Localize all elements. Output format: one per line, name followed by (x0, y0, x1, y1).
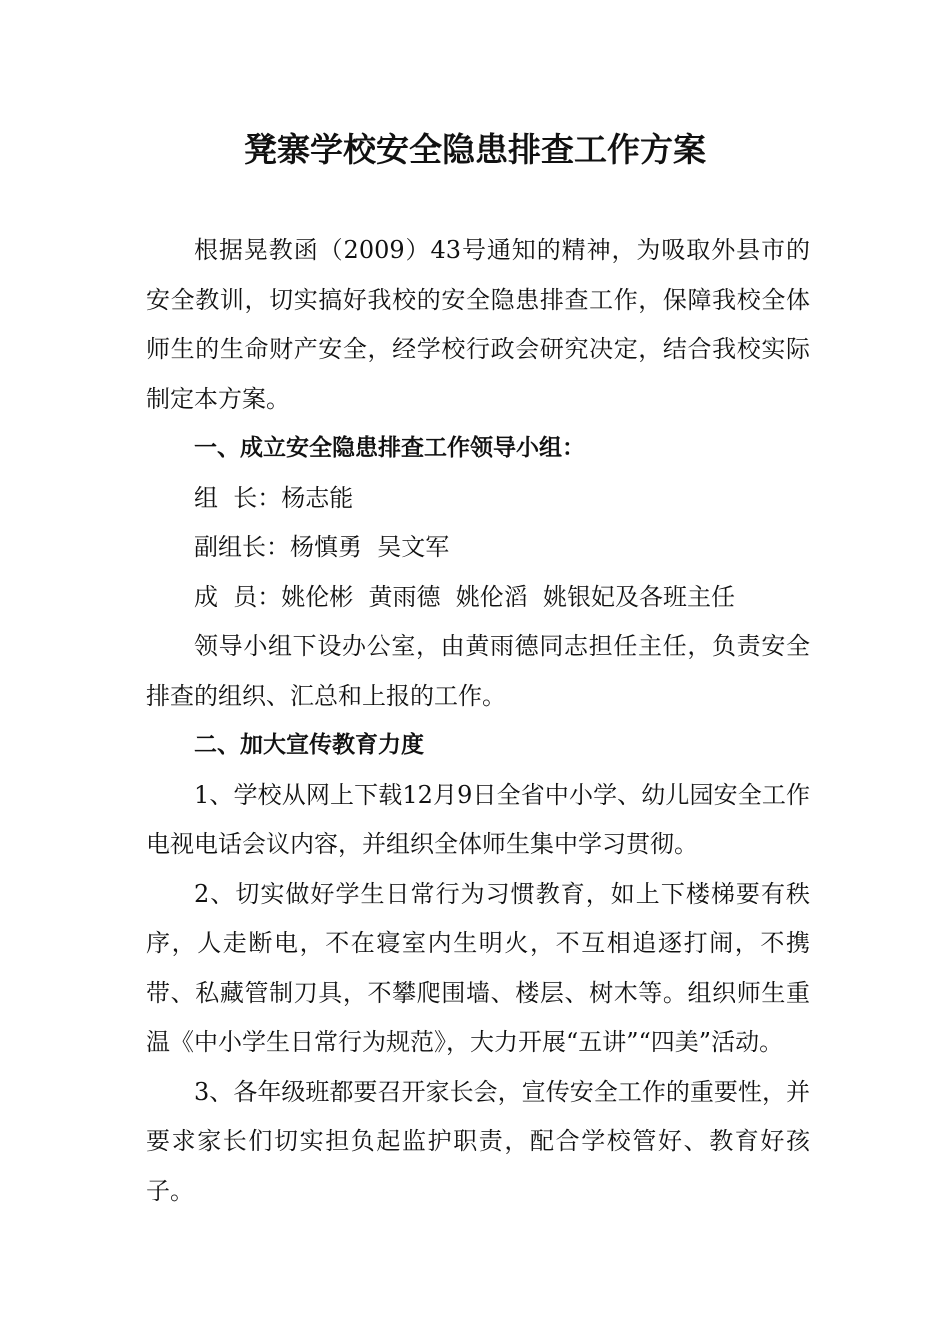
intro-paragraph: 根据晃教函（2009）43号通知的精神，为吸取外县市的安全教训，切实搞好我校的安全隐患排查工作，保障我校全体师生的生命财产安全，经学校行政会研究决定，结合我校实际制定本方案。 (146, 236, 810, 413)
leader-line: 组 长：杨志能 (194, 483, 354, 512)
section-heading-1: 一、成立安全隐患排查工作领导小组： (194, 435, 585, 461)
members-line: 成 员：姚伦彬 黄雨德 姚伦滔 姚银妃及各班主任 (194, 582, 736, 611)
section-heading-2: 二、加大宣传教育力度 (194, 732, 424, 758)
document-title: 凳寨学校安全隐患排查工作方案 (244, 130, 706, 169)
office-paragraph: 领导小组下设办公室，由黄雨德同志担任主任，负责安全排查的组织、汇总和上报的工作。 (146, 632, 810, 710)
document-body (146, 226, 810, 1216)
item-2-paragraph: 2、切实做好学生日常行为习惯教育，如上下楼梯要有秩序，人走断电，不在寝室内生明火，不互相追逐打闹，不携带、私藏管制刀具，不攀爬围墙、楼层、树木等。组织师生重温《中小学生日常行为规范》，大力开展“五讲”“四美”活动。 (146, 879, 810, 1056)
item-1-paragraph: 1、学校从网上下载12月9日全省中小学、幼儿园安全工作电视电话会议内容，并组织全体师生集中学习贯彻。 (146, 780, 810, 858)
item-3-paragraph: 3、各年级班都要召开家长会，宣传安全工作的重要性，并要求家长们切实担负起监护职责，配合学校管好、教育好孩子。 (146, 1077, 810, 1205)
deputy-leader-line: 副组长：杨慎勇 吴文军 (194, 533, 450, 561)
